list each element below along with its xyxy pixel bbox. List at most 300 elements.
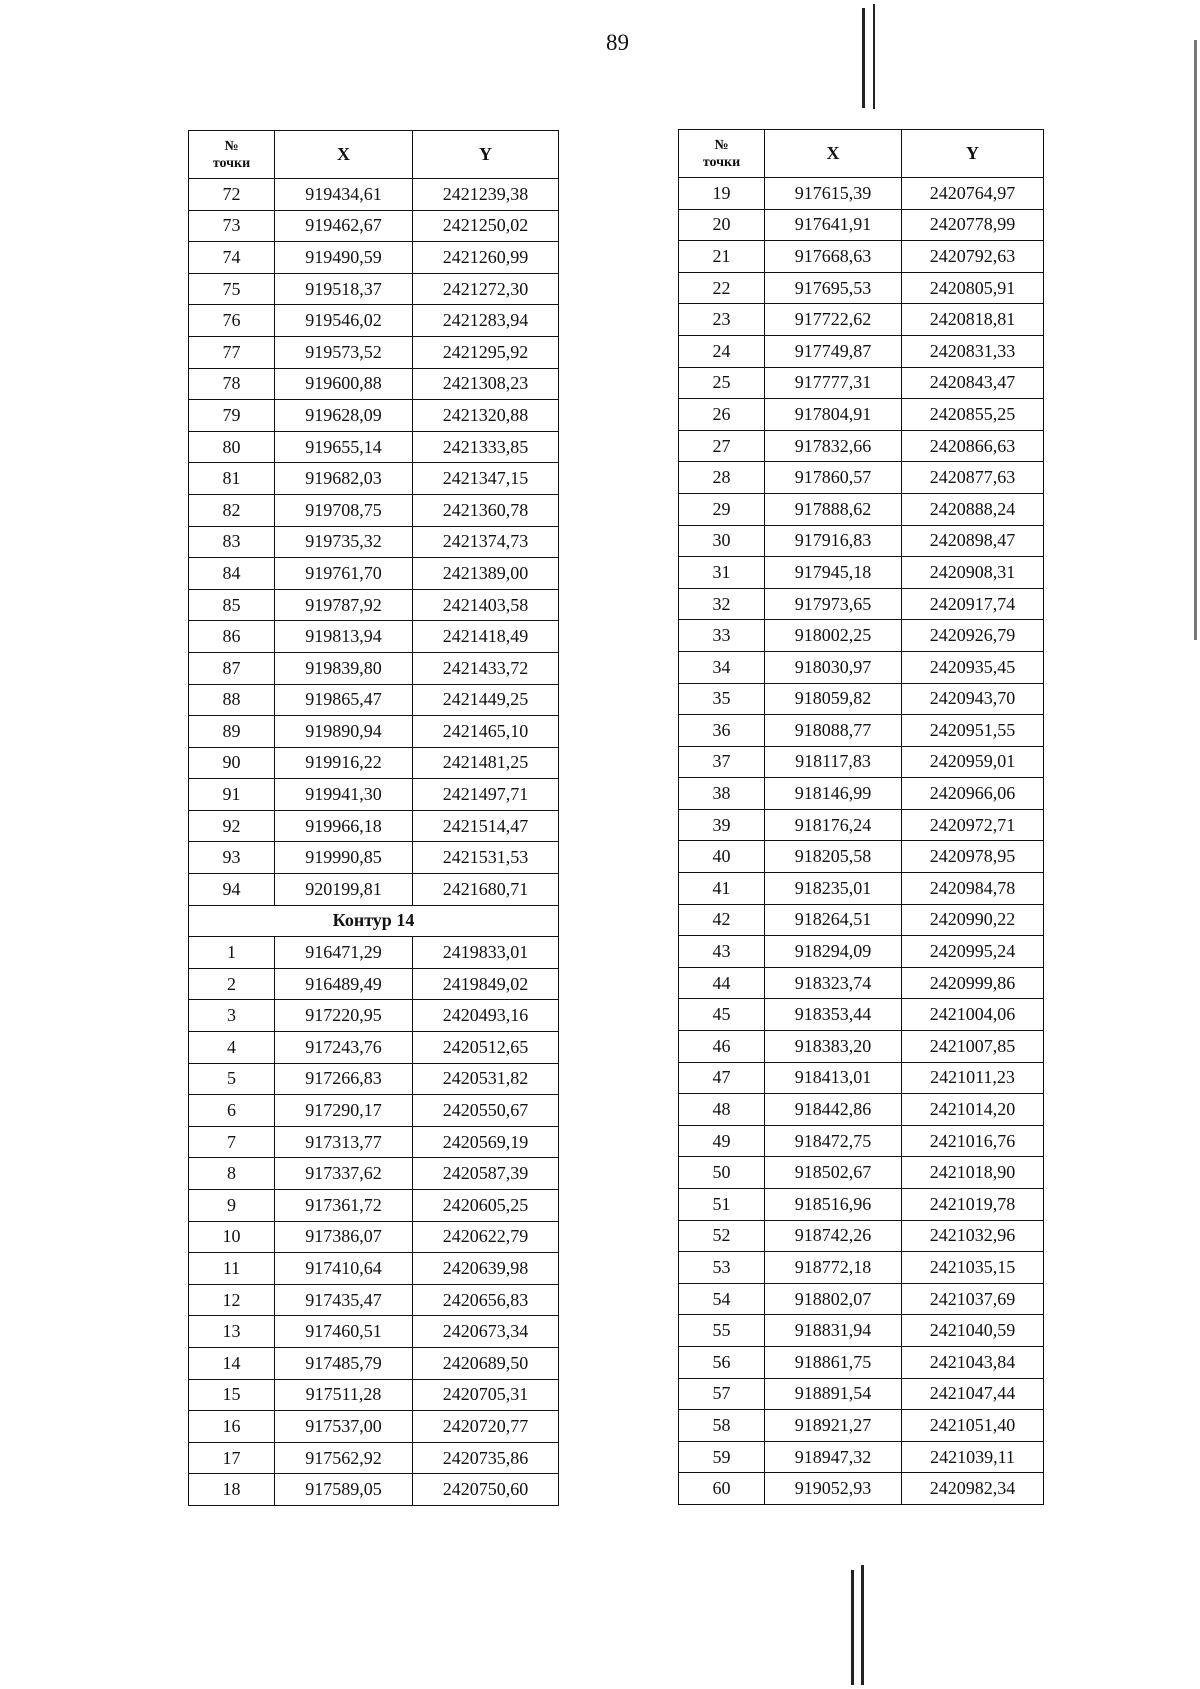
point-number-cell: 77 [189, 336, 275, 368]
x-coordinate-cell: 919813,94 [275, 621, 413, 653]
number-word: точки [212, 155, 251, 171]
table-row [189, 558, 559, 590]
scan-edge-mark [851, 1570, 854, 1685]
point-number-cell: 7 [189, 1126, 275, 1158]
y-coordinate-cell: 2421004,06 [902, 999, 1044, 1031]
y-coordinate-cell: 2420990,22 [902, 904, 1044, 936]
table-row [679, 1125, 1044, 1157]
y-coordinate-cell: 2421014,20 [902, 1094, 1044, 1126]
y-coordinate-cell: 2421333,85 [413, 431, 559, 463]
x-coordinate-cell: 918772,18 [765, 1252, 902, 1284]
point-number-cell: 47 [679, 1062, 765, 1094]
point-number-cell: 73 [189, 210, 275, 242]
x-coordinate-cell: 918742,26 [765, 1220, 902, 1252]
point-number-cell: 55 [679, 1315, 765, 1347]
x-coordinate-cell: 917615,39 [765, 178, 902, 210]
table-row [189, 1253, 559, 1285]
table-row [679, 936, 1044, 968]
x-coordinate-cell: 918146,99 [765, 778, 902, 810]
point-number-cell: 27 [679, 430, 765, 462]
point-number-cell: 22 [679, 272, 765, 304]
table-row [189, 210, 559, 242]
table-row [679, 1441, 1044, 1473]
x-coordinate-cell: 919839,80 [275, 652, 413, 684]
table-row [679, 1410, 1044, 1442]
table-header-row [679, 130, 1044, 178]
table-row [189, 1442, 559, 1474]
section-row [189, 905, 559, 937]
contour-title: Контур 14 [189, 905, 559, 937]
point-number-cell: 49 [679, 1125, 765, 1157]
x-coordinate-cell: 918059,82 [765, 683, 902, 715]
y-coordinate-cell: 2420735,86 [413, 1442, 559, 1474]
y-coordinate-cell: 2421418,49 [413, 621, 559, 653]
number-sign: № [714, 137, 729, 153]
x-coordinate-cell: 918205,58 [765, 841, 902, 873]
table-row [679, 1473, 1044, 1505]
x-coordinate-cell: 917973,65 [765, 588, 902, 620]
x-coordinate-cell: 919462,67 [275, 210, 413, 242]
y-coordinate-cell: 2419833,01 [413, 937, 559, 969]
y-coordinate-cell: 2420877,63 [902, 462, 1044, 494]
table-header-row [189, 131, 559, 179]
y-header: Y [902, 130, 1044, 178]
point-number-cell: 29 [679, 493, 765, 525]
table-row [679, 809, 1044, 841]
x-coordinate-cell: 917220,95 [275, 1000, 413, 1032]
point-number-cell: 75 [189, 273, 275, 305]
point-number-cell: 2 [189, 968, 275, 1000]
x-coordinate-cell: 917460,51 [275, 1316, 413, 1348]
y-coordinate-cell: 2420720,77 [413, 1411, 559, 1443]
y-coordinate-cell: 2421433,72 [413, 652, 559, 684]
table-row [679, 1031, 1044, 1063]
x-coordinate-cell: 917945,18 [765, 557, 902, 589]
point-number-cell: 59 [679, 1441, 765, 1473]
table-row [189, 305, 559, 337]
y-coordinate-cell: 2421497,71 [413, 779, 559, 811]
point-number-cell: 16 [189, 1411, 275, 1443]
table-row [679, 1283, 1044, 1315]
y-coordinate-cell: 2421039,11 [902, 1441, 1044, 1473]
y-coordinate-cell: 2421283,94 [413, 305, 559, 337]
page-number: 89 [606, 30, 629, 55]
table-row [679, 335, 1044, 367]
x-coordinate-cell: 917722,62 [765, 304, 902, 336]
point-number-cell: 56 [679, 1346, 765, 1378]
x-coordinate-cell: 916489,49 [275, 968, 413, 1000]
point-number-cell: 32 [679, 588, 765, 620]
table-row [679, 1094, 1044, 1126]
x-coordinate-cell: 919941,30 [275, 779, 413, 811]
x-coordinate-cell: 920199,81 [275, 874, 413, 906]
y-coordinate-cell: 2420569,19 [413, 1126, 559, 1158]
x-coordinate-cell: 918030,97 [765, 651, 902, 683]
point-number-cell: 23 [679, 304, 765, 336]
table-row [189, 937, 559, 969]
point-number-cell: 82 [189, 494, 275, 526]
y-coordinate-cell: 2420805,91 [902, 272, 1044, 304]
y-coordinate-cell: 2420972,71 [902, 809, 1044, 841]
x-coordinate-cell: 918383,20 [765, 1031, 902, 1063]
point-number-cell: 12 [189, 1284, 275, 1316]
scan-edge-mark [873, 4, 875, 109]
x-coordinate-cell: 917832,66 [765, 430, 902, 462]
table-row [189, 1474, 559, 1506]
point-number-cell: 31 [679, 557, 765, 589]
point-number-cell: 74 [189, 242, 275, 274]
y-coordinate-cell: 2421260,99 [413, 242, 559, 274]
table-row [189, 589, 559, 621]
x-coordinate-cell: 917777,31 [765, 367, 902, 399]
y-coordinate-cell: 2420605,25 [413, 1190, 559, 1222]
point-number-cell: 85 [189, 589, 275, 621]
table-row [679, 588, 1044, 620]
x-coordinate-cell: 919761,70 [275, 558, 413, 590]
x-coordinate-cell: 917668,63 [765, 241, 902, 273]
y-coordinate-cell: 2420531,82 [413, 1063, 559, 1095]
point-number-cell: 81 [189, 463, 275, 495]
point-number-cell: 30 [679, 525, 765, 557]
y-coordinate-cell: 2420926,79 [902, 620, 1044, 652]
y-coordinate-cell: 2421295,92 [413, 336, 559, 368]
table-row [189, 1347, 559, 1379]
x-coordinate-cell: 917485,79 [275, 1347, 413, 1379]
x-coordinate-cell: 919518,37 [275, 273, 413, 305]
table-row [679, 399, 1044, 431]
y-header: Y [413, 131, 559, 179]
x-coordinate-cell: 918413,01 [765, 1062, 902, 1094]
table-row [679, 1346, 1044, 1378]
x-coordinate-cell: 919787,92 [275, 589, 413, 621]
point-number-cell: 4 [189, 1032, 275, 1064]
y-coordinate-cell: 2421043,84 [902, 1346, 1044, 1378]
table-row [679, 493, 1044, 525]
table-row [679, 715, 1044, 747]
table-row [679, 651, 1044, 683]
table-row [189, 179, 559, 211]
point-number-cell: 46 [679, 1031, 765, 1063]
y-coordinate-cell: 2420966,06 [902, 778, 1044, 810]
table-row [679, 209, 1044, 241]
scan-edge-mark [861, 1565, 864, 1685]
y-coordinate-cell: 2421019,78 [902, 1189, 1044, 1221]
point-number-cell: 83 [189, 526, 275, 558]
y-coordinate-cell: 2420622,79 [413, 1221, 559, 1253]
point-number-cell: 91 [189, 779, 275, 811]
table-row [679, 1315, 1044, 1347]
table-row [189, 242, 559, 274]
table-row [189, 684, 559, 716]
table-row [189, 1411, 559, 1443]
table-row [189, 621, 559, 653]
point-number-cell: 5 [189, 1063, 275, 1095]
x-coordinate-cell: 919600,88 [275, 368, 413, 400]
y-coordinate-cell: 2421051,40 [902, 1410, 1044, 1442]
x-coordinate-cell: 918002,25 [765, 620, 902, 652]
x-coordinate-cell: 917266,83 [275, 1063, 413, 1095]
x-coordinate-cell: 918831,94 [765, 1315, 902, 1347]
table-row [189, 1284, 559, 1316]
x-coordinate-cell: 917337,62 [275, 1158, 413, 1190]
point-number-header [189, 131, 275, 179]
table-row [679, 873, 1044, 905]
x-coordinate-cell: 917537,00 [275, 1411, 413, 1443]
y-coordinate-cell: 2421018,90 [902, 1157, 1044, 1189]
y-coordinate-cell: 2420943,70 [902, 683, 1044, 715]
point-number-cell: 18 [189, 1474, 275, 1506]
point-number-header [679, 130, 765, 178]
point-number-cell: 36 [679, 715, 765, 747]
x-coordinate-cell: 918802,07 [765, 1283, 902, 1315]
table-row [189, 652, 559, 684]
table-row [679, 525, 1044, 557]
table-row [189, 747, 559, 779]
y-coordinate-cell: 2420935,45 [902, 651, 1044, 683]
y-coordinate-cell: 2421035,15 [902, 1252, 1044, 1284]
point-number-cell: 76 [189, 305, 275, 337]
y-coordinate-cell: 2420831,33 [902, 335, 1044, 367]
y-coordinate-cell: 2421011,23 [902, 1062, 1044, 1094]
point-number-cell: 3 [189, 1000, 275, 1032]
x-coordinate-cell: 918891,54 [765, 1378, 902, 1410]
y-coordinate-cell: 2421347,15 [413, 463, 559, 495]
x-coordinate-cell: 916471,29 [275, 937, 413, 969]
y-coordinate-cell: 2420898,47 [902, 525, 1044, 557]
point-number-cell: 21 [679, 241, 765, 273]
y-coordinate-cell: 2421040,59 [902, 1315, 1044, 1347]
table-row [679, 967, 1044, 999]
table-row [679, 746, 1044, 778]
y-coordinate-cell: 2421360,78 [413, 494, 559, 526]
point-number-cell: 57 [679, 1378, 765, 1410]
y-coordinate-cell: 2419849,02 [413, 968, 559, 1000]
point-number-cell: 13 [189, 1316, 275, 1348]
y-coordinate-cell: 2420959,01 [902, 746, 1044, 778]
table-row [679, 272, 1044, 304]
x-coordinate-cell: 917290,17 [275, 1095, 413, 1127]
point-number-cell: 60 [679, 1473, 765, 1505]
x-coordinate-cell: 918088,77 [765, 715, 902, 747]
x-coordinate-cell: 917641,91 [765, 209, 902, 241]
table-row [189, 1095, 559, 1127]
x-coordinate-cell: 917749,87 [765, 335, 902, 367]
y-coordinate-cell: 2421308,23 [413, 368, 559, 400]
table-row [189, 1158, 559, 1190]
x-coordinate-cell: 918323,74 [765, 967, 902, 999]
table-row [679, 683, 1044, 715]
table-row [679, 841, 1044, 873]
y-coordinate-cell: 2420888,24 [902, 493, 1044, 525]
x-coordinate-cell: 919434,61 [275, 179, 413, 211]
point-number-cell: 14 [189, 1347, 275, 1379]
point-number-cell: 6 [189, 1095, 275, 1127]
point-number-cell: 48 [679, 1094, 765, 1126]
table-row [189, 526, 559, 558]
y-coordinate-cell: 2421389,00 [413, 558, 559, 590]
table-row [679, 430, 1044, 462]
table-row [189, 842, 559, 874]
table-row [189, 810, 559, 842]
point-number-cell: 88 [189, 684, 275, 716]
table-row [679, 1220, 1044, 1252]
point-number-cell: 79 [189, 400, 275, 432]
y-coordinate-cell: 2421272,30 [413, 273, 559, 305]
x-coordinate-cell: 917589,05 [275, 1474, 413, 1506]
x-coordinate-cell: 919682,03 [275, 463, 413, 495]
x-header: X [765, 130, 902, 178]
table-row [189, 463, 559, 495]
scan-edge-mark [862, 8, 865, 108]
x-coordinate-cell: 917860,57 [765, 462, 902, 494]
point-number-cell: 35 [679, 683, 765, 715]
x-coordinate-cell: 919735,32 [275, 526, 413, 558]
y-coordinate-cell: 2421047,44 [902, 1378, 1044, 1410]
table-row [189, 874, 559, 906]
table-row [679, 241, 1044, 273]
table-row [679, 1378, 1044, 1410]
y-coordinate-cell: 2420855,25 [902, 399, 1044, 431]
y-coordinate-cell: 2421320,88 [413, 400, 559, 432]
table-row [189, 716, 559, 748]
table-row [189, 968, 559, 1000]
point-number-cell: 28 [679, 462, 765, 494]
x-header: X [275, 131, 413, 179]
x-coordinate-cell: 917313,77 [275, 1126, 413, 1158]
x-coordinate-cell: 919708,75 [275, 494, 413, 526]
y-coordinate-cell: 2420778,99 [902, 209, 1044, 241]
table-row [189, 431, 559, 463]
table-row [679, 462, 1044, 494]
y-coordinate-cell: 2420550,67 [413, 1095, 559, 1127]
coordinates-table-right [678, 129, 1044, 1505]
point-number-cell: 92 [189, 810, 275, 842]
x-coordinate-cell: 918264,51 [765, 904, 902, 936]
x-coordinate-cell: 917386,07 [275, 1221, 413, 1253]
y-coordinate-cell: 2420866,63 [902, 430, 1044, 462]
point-number-cell: 37 [679, 746, 765, 778]
x-coordinate-cell: 919966,18 [275, 810, 413, 842]
x-coordinate-cell: 918117,83 [765, 746, 902, 778]
point-number-cell: 41 [679, 873, 765, 905]
table-row [189, 1379, 559, 1411]
point-number-cell: 34 [679, 651, 765, 683]
table-row [679, 778, 1044, 810]
x-coordinate-cell: 918472,75 [765, 1125, 902, 1157]
table-row [189, 1190, 559, 1222]
y-coordinate-cell: 2420984,78 [902, 873, 1044, 905]
point-number-cell: 26 [679, 399, 765, 431]
x-coordinate-cell: 919890,94 [275, 716, 413, 748]
point-number-cell: 86 [189, 621, 275, 653]
x-coordinate-cell: 919655,14 [275, 431, 413, 463]
y-coordinate-cell: 2420689,50 [413, 1347, 559, 1379]
x-coordinate-cell: 918442,86 [765, 1094, 902, 1126]
y-coordinate-cell: 2421032,96 [902, 1220, 1044, 1252]
x-coordinate-cell: 919916,22 [275, 747, 413, 779]
point-number-cell: 80 [189, 431, 275, 463]
point-number-cell: 10 [189, 1221, 275, 1253]
y-coordinate-cell: 2421680,71 [413, 874, 559, 906]
y-coordinate-cell: 2420917,74 [902, 588, 1044, 620]
point-number-cell: 42 [679, 904, 765, 936]
point-number-cell: 24 [679, 335, 765, 367]
y-coordinate-cell: 2420995,24 [902, 936, 1044, 968]
table-row [189, 336, 559, 368]
table-row [679, 557, 1044, 589]
y-coordinate-cell: 2420951,55 [902, 715, 1044, 747]
y-coordinate-cell: 2421481,25 [413, 747, 559, 779]
table-row [189, 1126, 559, 1158]
y-coordinate-cell: 2421514,47 [413, 810, 559, 842]
point-number-cell: 44 [679, 967, 765, 999]
point-number-cell: 51 [679, 1189, 765, 1221]
y-coordinate-cell: 2420493,16 [413, 1000, 559, 1032]
point-number-cell: 33 [679, 620, 765, 652]
y-coordinate-cell: 2420999,86 [902, 967, 1044, 999]
y-coordinate-cell: 2420750,60 [413, 1474, 559, 1506]
x-coordinate-cell: 919865,47 [275, 684, 413, 716]
point-number-cell: 87 [189, 652, 275, 684]
y-coordinate-cell: 2421016,76 [902, 1125, 1044, 1157]
number-word: точки [702, 154, 741, 170]
coordinates-table-left [188, 130, 559, 1506]
table-row [679, 999, 1044, 1031]
point-number-cell: 38 [679, 778, 765, 810]
x-coordinate-cell: 917511,28 [275, 1379, 413, 1411]
y-coordinate-cell: 2420656,83 [413, 1284, 559, 1316]
number-sign: № [224, 138, 239, 154]
y-coordinate-cell: 2421007,85 [902, 1031, 1044, 1063]
table-row [189, 1032, 559, 1064]
point-number-cell: 54 [679, 1283, 765, 1315]
scan-edge-mark [1194, 40, 1197, 640]
table-row [679, 304, 1044, 336]
x-coordinate-cell: 919990,85 [275, 842, 413, 874]
x-coordinate-cell: 918921,27 [765, 1410, 902, 1442]
y-coordinate-cell: 2420908,31 [902, 557, 1044, 589]
point-number-cell: 40 [679, 841, 765, 873]
table-row [189, 1221, 559, 1253]
x-coordinate-cell: 917562,92 [275, 1442, 413, 1474]
y-coordinate-cell: 2421250,02 [413, 210, 559, 242]
table-row [189, 1063, 559, 1095]
table-row [189, 1316, 559, 1348]
point-number-cell: 9 [189, 1190, 275, 1222]
table-row [679, 1252, 1044, 1284]
point-number-cell: 52 [679, 1220, 765, 1252]
point-number-cell: 17 [189, 1442, 275, 1474]
y-coordinate-cell: 2420792,63 [902, 241, 1044, 273]
y-coordinate-cell: 2420639,98 [413, 1253, 559, 1285]
point-number-cell: 89 [189, 716, 275, 748]
x-coordinate-cell: 917361,72 [275, 1190, 413, 1222]
table-row [189, 400, 559, 432]
x-coordinate-cell: 917243,76 [275, 1032, 413, 1064]
x-coordinate-cell: 917695,53 [765, 272, 902, 304]
y-coordinate-cell: 2421037,69 [902, 1283, 1044, 1315]
point-number-cell: 15 [189, 1379, 275, 1411]
y-coordinate-cell: 2420705,31 [413, 1379, 559, 1411]
x-coordinate-cell: 918294,09 [765, 936, 902, 968]
point-number-cell: 53 [679, 1252, 765, 1284]
y-coordinate-cell: 2420673,34 [413, 1316, 559, 1348]
y-coordinate-cell: 2420818,81 [902, 304, 1044, 336]
x-coordinate-cell: 918516,96 [765, 1189, 902, 1221]
x-coordinate-cell: 919546,02 [275, 305, 413, 337]
point-number-cell: 19 [679, 178, 765, 210]
table-row [679, 904, 1044, 936]
